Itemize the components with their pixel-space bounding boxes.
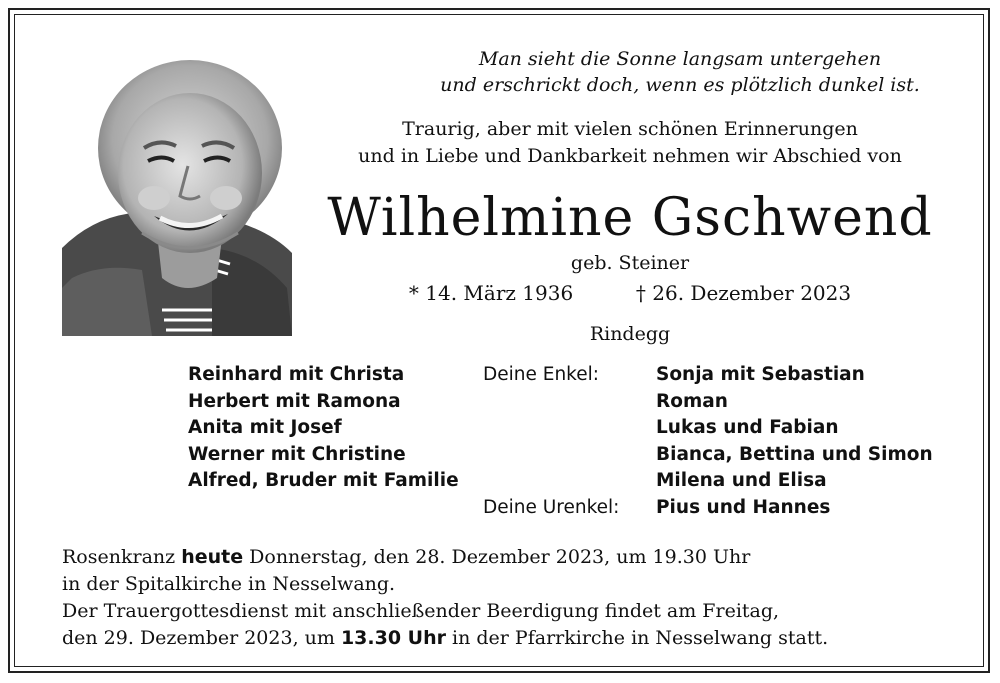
service-line-1: Rosenkranz heute Donnerstag, den 28. Dezember 2023, um 19.30 Uhr	[62, 546, 751, 568]
great-grandchildren-label: Deine Urenkel:	[483, 496, 620, 518]
list-item: Milena und Elisa	[656, 470, 827, 491]
service-line-2: in der Spitalkirche in Nesselwang.	[62, 573, 396, 595]
grandchildren-label: Deine Enkel:	[483, 364, 599, 385]
list-item: Anita mit Josef	[188, 417, 342, 438]
intro-text	[280, 116, 980, 170]
service-line-4: den 29. Dezember 2023, um 13.30 Uhr in der Pfarrkirche in Nesselwang statt.	[62, 627, 829, 649]
list-item: Alfred, Bruder mit Familie	[188, 470, 459, 491]
service-info	[62, 544, 828, 652]
intro-line-1: Traurig, aber mit vielen schönen Erinnerungen	[402, 118, 858, 140]
grandchildren-list	[656, 362, 933, 495]
list-item: Sonja mit Sebastian	[656, 364, 865, 385]
maiden-name: geb. Steiner	[570, 252, 690, 274]
intro-line-2: und in Liebe und Dankbarkeit nehmen wir Abschied von	[358, 145, 902, 167]
life-dates	[380, 278, 880, 308]
list-item: Herbert mit Ramona	[188, 390, 401, 412]
children-list	[188, 362, 459, 495]
list-item: Bianca, Bettina und Simon	[656, 443, 933, 465]
poem-line-2: und erschrickt doch, wenn es plötzlich dunkel ist.	[440, 74, 920, 96]
death-date: † 26. Dezember 2023	[635, 281, 852, 305]
birth-date: * 14. März 1936	[408, 281, 574, 305]
portrait-photo	[62, 48, 292, 336]
service-line-3: Der Trauergottesdienst mit anschließender Beerdigung findet am Freitag,	[62, 600, 780, 622]
place: Rindegg	[589, 323, 671, 345]
list-item: Lukas und Fabian	[656, 417, 839, 438]
poem-line-1: Man sieht die Sonne langsam untergehen	[478, 48, 882, 70]
great-grandchildren: Pius und Hannes	[656, 496, 831, 518]
list-item: Reinhard mit Christa	[188, 364, 405, 385]
poem	[340, 46, 1000, 98]
list-item: Werner mit Christine	[188, 443, 406, 465]
list-item: Roman	[656, 390, 728, 412]
deceased-name: Wilhelmine Gschwend	[327, 188, 933, 248]
